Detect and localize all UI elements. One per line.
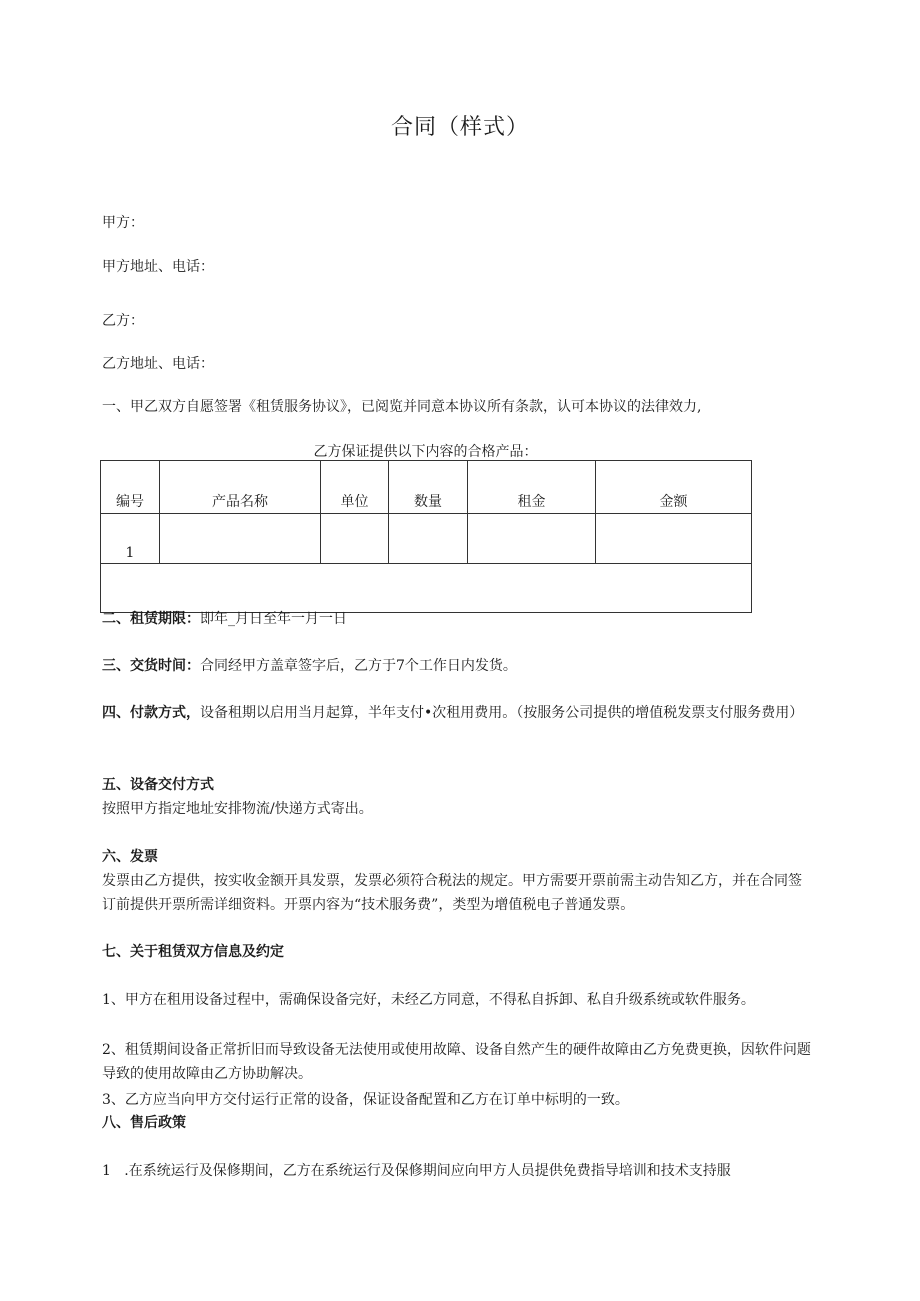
party-a-contact-label: 甲方地址、电话： [102, 259, 214, 275]
clause-7-item-2: 2、租赁期间设备正常折旧而导致设备无法使用或使用故障、设备自然产生的硬件故障由乙方免费更换，因软件问题导致的使用故障由乙方协助解决。 [102, 1042, 811, 1082]
clause-3-label: 三、交货时间： [102, 658, 200, 674]
clause-2-text: 即年_月日至年一月一日 [200, 611, 347, 627]
clause-7-item-3: 3、乙方应当向甲方交付运行正常的设备，保证设备配置和乙方在订单中标明的一致。 [102, 1092, 629, 1108]
clause-3 [102, 656, 517, 676]
clause-7-heading: 七、关于租赁双方信息及约定 [102, 944, 284, 960]
empty-merged-cell [101, 564, 752, 613]
clause-5-text: 按照甲方指定地址安排物流/快递方式寄出。 [102, 801, 373, 817]
table-caption: 乙方保证提供以下内容的合格产品： [313, 444, 538, 460]
clause-8-item-1: 1 .在系统运行及保修期间，乙方在系统运行及保修期间应向甲方人员提供免费指导培训和技术支持服 [102, 1163, 731, 1179]
clause-3-text: 合同经甲方盖章签字后，乙方于7个工作日内发货。 [200, 658, 517, 674]
clause-8-heading: 八、售后政策 [102, 1115, 186, 1131]
cell-number: 1 [101, 514, 160, 564]
header-quantity: 数量 [389, 461, 468, 514]
table-row [101, 514, 752, 564]
header-rent: 租金 [468, 461, 596, 514]
cell-quantity [389, 514, 468, 564]
cell-rent [468, 514, 596, 564]
cell-unit [321, 514, 389, 564]
clause-4-label: 四、付款方式， [102, 705, 200, 721]
party-b-label: 乙方： [102, 313, 144, 329]
clause-5-heading: 五、设备交付方式 [102, 777, 214, 793]
party-a-label: 甲方： [102, 215, 144, 231]
clause-2 [102, 609, 347, 629]
clause-6-text: 发票由乙方提供，按实收金额开具发票，发票必须符合税法的规定。甲方需要开票前需主动告知乙方，并在合同签订前提供开票所需详细资料。开票内容为“技术服务费”，类型为增值税电子普通发票。 [102, 873, 802, 913]
header-product-name: 产品名称 [160, 461, 321, 514]
table-header-row [101, 461, 752, 514]
clause-4 [102, 701, 814, 725]
clause-2-label: 二、租赁期限： [102, 611, 200, 627]
header-unit: 单位 [321, 461, 389, 514]
header-number: 编号 [101, 461, 160, 514]
clause-4-text: 设备租期以启用当月起算，半年支付•次租用费用。（按服务公司提供的增值税发票支付服务费用） [200, 705, 804, 721]
clause-7-item-1: 1、甲方在租用设备过程中，需确保设备完好，未经乙方同意，不得私自拆卸、私自升级系统或软件服务。 [102, 992, 755, 1008]
clause-1: 一、甲乙双方自愿签署《租赁服务协议》，已阅览并同意本协议所有条款，认可本协议的法律效力, [102, 399, 702, 415]
cell-amount [596, 514, 752, 564]
clause-6-heading: 六、发票 [102, 849, 158, 865]
table-empty-row [101, 564, 752, 613]
party-b-contact-label: 乙方地址、电话： [102, 356, 214, 372]
cell-product-name [160, 514, 321, 564]
header-amount: 金额 [596, 461, 752, 514]
products-table [100, 460, 752, 613]
page-title: 合同（样式） [390, 115, 529, 140]
